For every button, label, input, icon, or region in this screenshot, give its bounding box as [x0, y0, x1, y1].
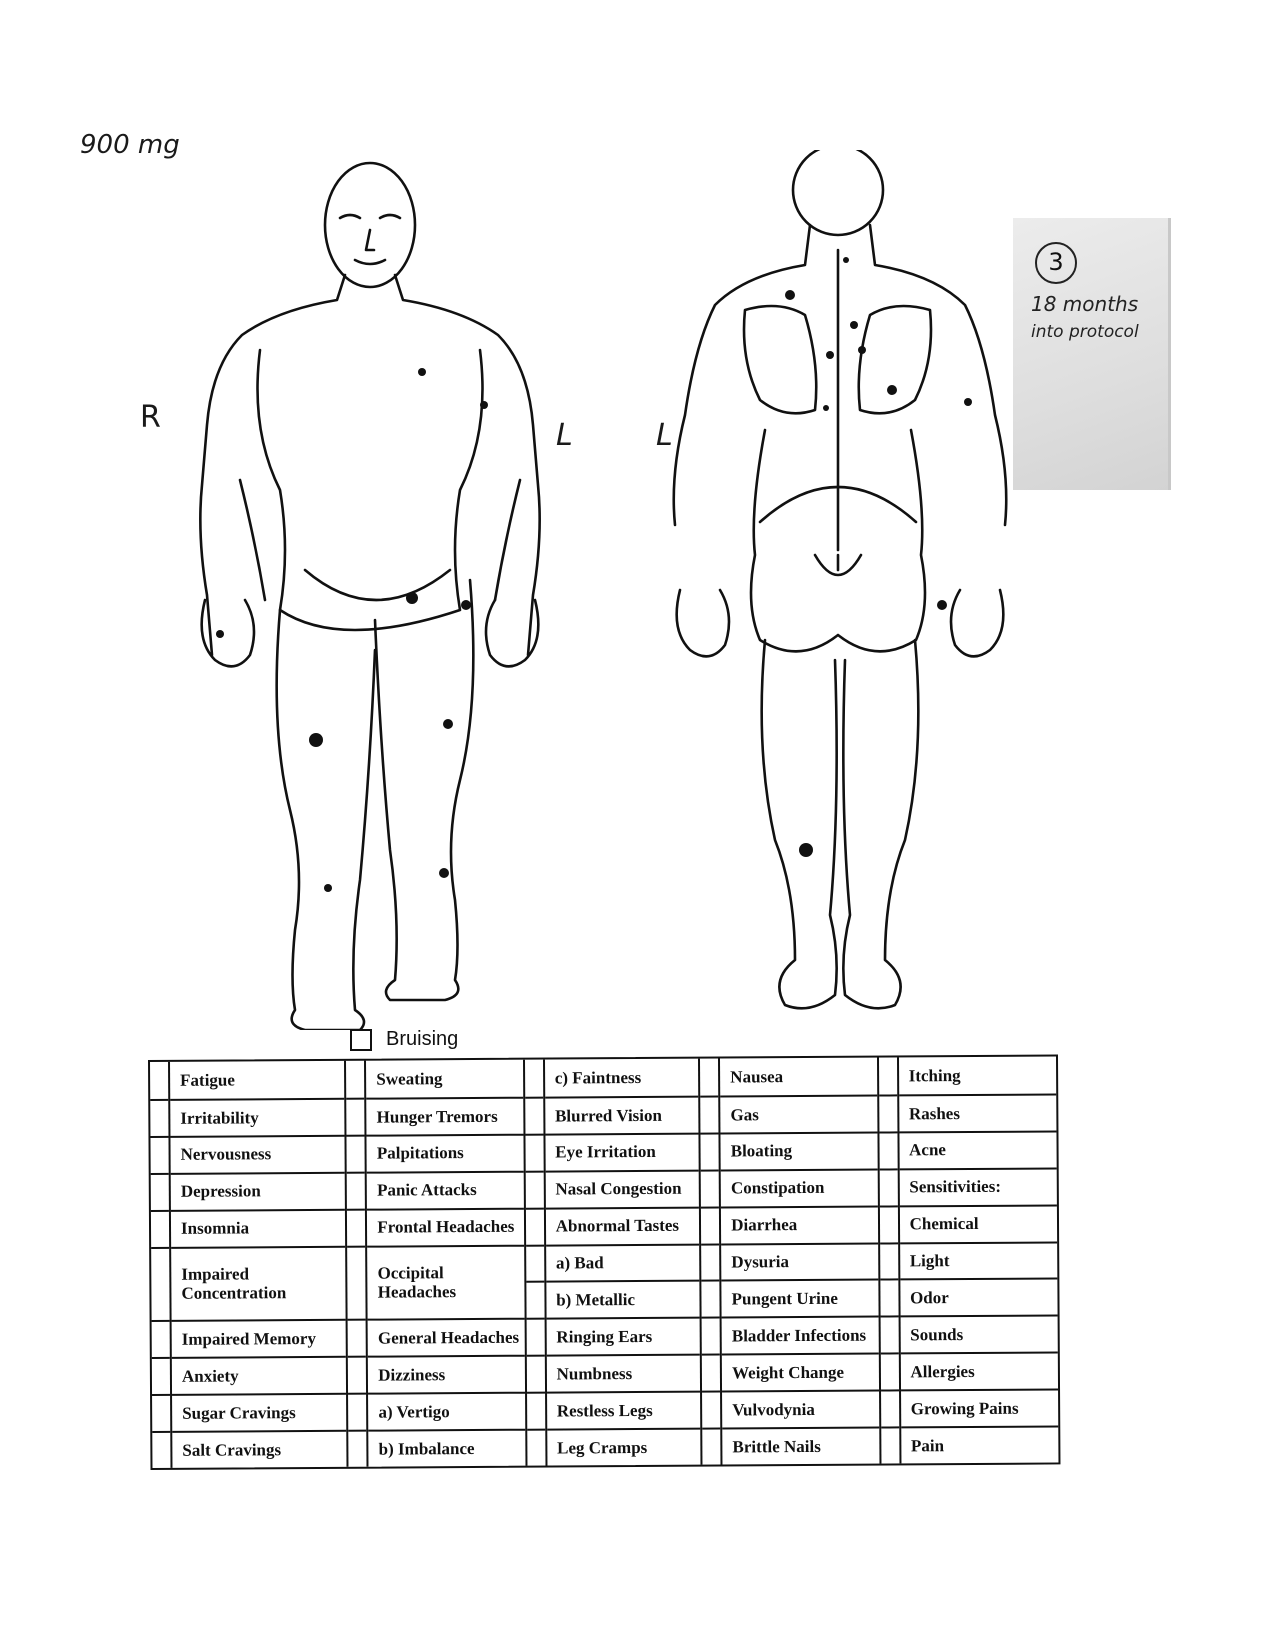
symptom-label: Nausea	[730, 1066, 784, 1087]
symptom-label: Depression	[171, 1172, 345, 1210]
symptom-checkbox[interactable]	[879, 1168, 897, 1205]
symptom-label: Frontal Headaches	[367, 1207, 524, 1245]
symptom-checkbox[interactable]	[152, 1394, 170, 1431]
handwritten-left-marker-front: L	[556, 418, 573, 453]
symptom-checkbox[interactable]	[526, 1318, 544, 1355]
symptom-column	[877, 1056, 1059, 1463]
symptom-checkbox[interactable]	[702, 1317, 720, 1354]
symptom-label: Diarrhea	[721, 1205, 878, 1243]
symptom-checkbox[interactable]	[701, 1280, 719, 1317]
symptom-checkbox[interactable]	[346, 1098, 364, 1135]
symptom-label: c) Faintness	[554, 1067, 642, 1088]
bruising-checkbox-icon[interactable]	[350, 1029, 372, 1051]
symptom-checkbox[interactable]	[525, 1060, 543, 1097]
symptom-label: Restless Legs	[547, 1391, 701, 1429]
checkbox-strip	[879, 1057, 901, 1463]
symptom-label: Impaired Concentration	[171, 1245, 346, 1320]
symptom-checkbox[interactable]	[348, 1319, 366, 1356]
checkbox-strip	[700, 1059, 722, 1465]
symptom-label: Acne	[899, 1130, 1057, 1168]
symptom-label: Salt Cravings	[172, 1430, 346, 1468]
symptom-checkbox[interactable]	[346, 1061, 364, 1098]
body-back-figure	[670, 150, 1070, 1030]
handwritten-left-marker-back: L	[656, 418, 673, 453]
symptom-checkbox[interactable]	[702, 1354, 720, 1391]
symptom-checkbox[interactable]	[525, 1096, 543, 1133]
symptom-checkbox[interactable]	[151, 1173, 169, 1210]
symptom-label: Impaired Memory	[172, 1319, 346, 1357]
symptom-label: Growing Pains	[901, 1389, 1059, 1427]
symptom-label: Dysuria	[721, 1242, 878, 1280]
symptom-label: Eye Irritation	[545, 1132, 699, 1170]
symptom-label: Anxiety	[172, 1356, 346, 1394]
symptom-checkbox[interactable]	[701, 1243, 719, 1280]
symptom-label: Bloating	[721, 1131, 878, 1169]
symptom-label: Pungent Urine	[721, 1279, 878, 1317]
symptom-column	[523, 1059, 701, 1466]
sticky-note-line-1: 18 months	[1031, 292, 1139, 316]
symptom-label: General Headaches	[368, 1318, 525, 1356]
symptom-checkbox[interactable]	[880, 1242, 898, 1279]
symptom-checkbox[interactable]	[700, 1095, 718, 1132]
symptom-column	[344, 1060, 525, 1467]
symptom-label: Sounds	[900, 1315, 1058, 1353]
sticky-note-line-2: into protocol	[1031, 322, 1139, 342]
symptom-label: Blurred Vision	[545, 1096, 699, 1134]
symptom-checkbox[interactable]	[526, 1244, 544, 1281]
symptom-checkbox[interactable]	[701, 1169, 719, 1206]
symptom-column	[150, 1061, 347, 1468]
symptom-label: Sugar Cravings	[172, 1393, 346, 1431]
bruising-legend	[350, 1028, 458, 1051]
symptom-checkbox[interactable]	[348, 1393, 366, 1430]
symptom-label: Palpitations	[367, 1134, 524, 1172]
symptom-checkbox[interactable]	[526, 1281, 544, 1318]
symptom-checkbox[interactable]	[347, 1245, 365, 1319]
symptom-checkbox[interactable]	[702, 1428, 720, 1465]
symptom-label: Pain	[901, 1426, 1059, 1464]
symptom-checkbox[interactable]	[879, 1205, 897, 1242]
bruising-legend-label: Bruising	[386, 1028, 459, 1050]
symptom-label: Nasal Congestion	[545, 1169, 699, 1207]
symptom-label: Leg Cramps	[547, 1428, 701, 1466]
symptom-label: Sensitivities:	[899, 1167, 1057, 1205]
symptom-checkbox[interactable]	[150, 1099, 168, 1136]
symptom-checkbox[interactable]	[150, 1062, 168, 1099]
symptom-label: Panic Attacks	[367, 1170, 524, 1208]
body-front-figure	[190, 150, 590, 1030]
symptom-label: b) Metallic	[546, 1280, 700, 1318]
symptom-label: Rashes	[899, 1093, 1057, 1131]
symptom-checkbox[interactable]	[527, 1392, 545, 1429]
sticky-note-number: 3	[1035, 242, 1077, 284]
symptom-checkbox[interactable]	[701, 1206, 719, 1243]
symptom-label: Itching	[908, 1065, 961, 1086]
symptom-label: Gas	[720, 1094, 877, 1132]
symptom-label: Sweating	[376, 1068, 443, 1089]
symptom-checkbox[interactable]	[347, 1134, 365, 1171]
symptom-checkbox[interactable]	[151, 1246, 169, 1320]
symptom-label: a) Bad	[546, 1243, 700, 1281]
symptom-checkbox[interactable]	[347, 1171, 365, 1208]
symptom-checkbox[interactable]	[880, 1279, 898, 1316]
symptom-checkbox[interactable]	[152, 1431, 170, 1468]
checkbox-strip	[150, 1062, 172, 1468]
symptom-label: Constipation	[721, 1168, 878, 1206]
symptom-checkbox[interactable]	[347, 1208, 365, 1245]
checkbox-strip	[525, 1060, 547, 1466]
symptom-checkbox[interactable]	[349, 1430, 367, 1467]
symptom-label: Odor	[900, 1278, 1058, 1316]
symptom-label: Hunger Tremors	[366, 1097, 523, 1135]
symptom-checkbox[interactable]	[152, 1357, 170, 1394]
symptom-checkbox[interactable]	[526, 1355, 544, 1392]
symptom-checkbox[interactable]	[151, 1210, 169, 1247]
symptom-checkbox[interactable]	[150, 1136, 168, 1173]
symptom-label: Numbness	[546, 1354, 700, 1392]
symptom-label: a) Vertigo	[368, 1392, 525, 1430]
symptom-label: Bladder Infections	[722, 1316, 879, 1354]
symptom-checkbox[interactable]	[881, 1426, 899, 1463]
symptom-checkbox[interactable]	[880, 1353, 898, 1390]
symptom-label: Occipital Headaches	[367, 1244, 524, 1319]
symptom-column	[698, 1058, 879, 1465]
symptom-checkbox[interactable]	[152, 1320, 170, 1357]
symptom-checkbox[interactable]	[879, 1094, 897, 1131]
symptom-label: Weight Change	[722, 1353, 879, 1391]
symptom-label: Allergies	[900, 1352, 1058, 1390]
symptom-label: Insomnia	[171, 1208, 345, 1246]
symptom-label: Ringing Ears	[546, 1317, 700, 1355]
symptom-label: Nervousness	[170, 1135, 344, 1173]
symptom-checkbox[interactable]	[348, 1356, 366, 1393]
checkbox-strip	[346, 1061, 368, 1467]
symptom-label: b) Imbalance	[369, 1429, 526, 1467]
symptom-checkbox[interactable]	[702, 1391, 720, 1428]
symptom-label: Light	[900, 1241, 1058, 1279]
symptom-checkbox[interactable]	[700, 1059, 718, 1096]
symptom-checkbox[interactable]	[879, 1131, 897, 1168]
symptom-checkbox[interactable]	[880, 1316, 898, 1353]
symptom-label: Dizziness	[368, 1355, 525, 1393]
symptom-checkbox[interactable]	[525, 1133, 543, 1170]
symptom-label: Chemical	[899, 1204, 1057, 1242]
symptom-checkbox[interactable]	[879, 1057, 897, 1094]
handwritten-right-marker: R	[140, 400, 161, 435]
symptom-checkbox[interactable]	[701, 1132, 719, 1169]
symptom-label: Fatigue	[180, 1070, 235, 1090]
symptom-checkbox[interactable]	[881, 1390, 899, 1427]
symptom-checkbox[interactable]	[526, 1207, 544, 1244]
symptom-checklist-table	[148, 1054, 1060, 1470]
symptom-label: Abnormal Tastes	[546, 1206, 700, 1244]
symptom-label: Brittle Nails	[722, 1427, 879, 1465]
symptom-checkbox[interactable]	[527, 1429, 545, 1466]
symptom-label: Vulvodynia	[722, 1390, 879, 1428]
handwritten-dose-note: 900 mg	[80, 130, 180, 160]
symptom-label: Irritability	[170, 1098, 344, 1136]
symptom-checkbox[interactable]	[525, 1170, 543, 1207]
